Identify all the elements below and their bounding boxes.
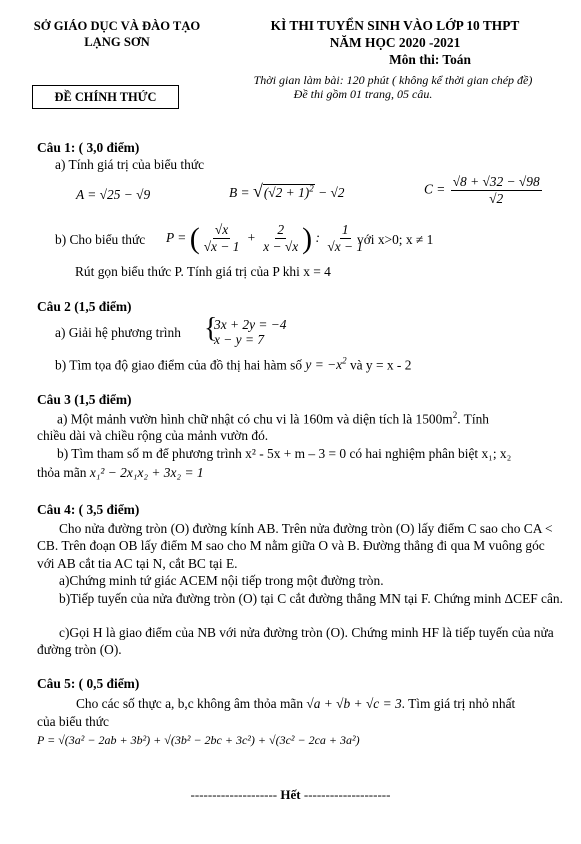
q1-p-t3-num: 1 — [341, 222, 349, 238]
q2-system: { 3x + 2y = −4 x − y = 7 — [204, 313, 287, 348]
q5-line2: của biểu thức — [37, 714, 109, 729]
exam-header — [230, 18, 560, 68]
q5-line1 — [76, 696, 515, 713]
q3-a-exp: 2 — [452, 410, 458, 420]
q1-expr-b-inner: (√2 + 1) — [263, 185, 310, 200]
q3-title: Câu 3 (1,5 điểm) — [37, 392, 132, 407]
q1-p-t2-num: 2 — [277, 222, 285, 238]
q1-expr-b-lhs: B = — [229, 185, 250, 200]
q1-p-t3-den: √x − 1 — [327, 238, 364, 254]
q1-expr-a: A = √25 − √9 — [76, 187, 151, 202]
q1-p-div: : — [315, 229, 320, 245]
province-name: LẠNG SƠN — [84, 35, 150, 50]
q1-expr-b-exp: 2 — [309, 183, 314, 194]
q3-a-post: . Tính — [457, 411, 489, 427]
q5-expression: P = √(3a² − 2ab + 3b²) + √(3b² − 2bc + 3c²) + √(3c² − 2ca + 3a²) — [37, 733, 360, 747]
q2-eq2: x − y = 7 — [214, 332, 265, 348]
q1-expr-b: $B = √(√2 + 1)^2 - √2$ — [229, 181, 345, 201]
time-limit: Thời gian làm bài: 120 phút ( không kể thời gian chép đề) — [253, 73, 533, 87]
q2-func-1-exp: 2 — [342, 356, 347, 366]
q4-part-c: c)Gọi H là giao điểm của NB với nửa đường tròn (O). Chứng minh HF là tiếp tuyến của nửa đường tròn (O). — [37, 625, 554, 658]
q1-p-t1-den: √x − 1 — [203, 238, 240, 254]
end-marker — [0, 787, 581, 803]
q1-expr-p: P = ( $\frac{√x}{√x - 1}$ + $\frac{2}{x - √x}$ ) : $\frac{1}{√x - 1}$ — [166, 222, 364, 255]
q2-eq1: 3x + 2y = −4 — [214, 317, 287, 332]
q1-condition: với x>0; x ≠ 1 — [357, 232, 434, 247]
q2-func-1 — [305, 357, 346, 372]
q1-expr-c — [424, 175, 544, 206]
q1-p-t1-num: √x — [214, 222, 229, 238]
q1-part-b-task: Rút gọn biểu thức P. Tính giá trị của P khi x = 4 — [75, 264, 331, 279]
q3-part-b-line2 — [37, 465, 204, 482]
q2-func-2: và y = x - 2 — [349, 357, 412, 373]
exam-info — [218, 73, 568, 102]
q4-part-b: b)Tiếp tuyến của nửa đường tròn (O) tại C cắt đường thẳng MN tại F. Chứng minh ΔCEF cân. — [59, 591, 563, 606]
end-word: Hết — [280, 787, 301, 802]
q1-expr-c-den: √2 — [489, 190, 504, 206]
q1-expr-b-tail: − √2 — [318, 185, 345, 200]
q1-title: Câu 1: ( 3,0 điểm) — [37, 140, 140, 155]
official-badge: ĐỀ CHÍNH THỨC — [32, 85, 179, 109]
end-dashes-left: -------------------- — [190, 787, 278, 802]
q3-part-b-line1: b) Tìm tham số m để phương trình x² - 5x + m – 3 = 0 có hai nghiệm phân biệt x₁; x₂ — [57, 446, 512, 461]
q3-part-a-line1 — [57, 410, 489, 428]
q3-a-text: a) Một mảnh vườn hình chữ nhật có chu vi là 160m và diện tích là 1500m — [57, 411, 453, 427]
q5-title: Câu 5: ( 0,5 điểm) — [37, 676, 140, 691]
q2-part-b — [55, 356, 411, 374]
q5-condition: √a + √b + √c = 3 — [306, 696, 402, 711]
q2-part-a: a) Giải hệ phương trình — [55, 325, 181, 340]
q4-part-a: a)Chứng minh tứ giác ACEM nội tiếp trong một đường tròn. — [59, 573, 384, 588]
q1-p-plus: + — [246, 229, 256, 245]
q1-expr-p-lhs: P = — [166, 229, 187, 245]
subject: Môn thi: Toán — [389, 51, 471, 67]
q4-title: Câu 4: ( 3,5 điểm) — [37, 502, 140, 517]
department-name: SỞ GIÁO DỤC VÀ ĐÀO TẠO — [33, 19, 201, 33]
q2-part-b-text: b) Tìm tọa độ giao điểm của đồ thị hai hàm số — [55, 357, 303, 373]
q3-b-pre: thỏa mãn — [37, 465, 87, 480]
q4-intro: Cho nửa đường tròn (O) đường kính AB. Trên nửa đường tròn (O) lấy điểm C sao cho CA < CB. Trên đoạn OB lấy điểm M sao cho M nằm giữa O và B. Đường thẳng đi qua M vuông góc với AB cắt tia AC tại N, cắt BC tại E. — [37, 521, 553, 571]
school-year: NĂM HỌC 2020 -2021 — [329, 34, 461, 50]
exam-title: KÌ THI TUYỂN SINH VÀO LỚP 10 THPT — [270, 18, 520, 33]
q1-part-a: a) Tính giá trị của biểu thức — [55, 157, 205, 172]
q5-post: . Tìm giá trị nhỏ nhất — [401, 696, 516, 711]
q3-b-expr: x₁² − 2x₁x₂ + 3x₂ = 1 — [89, 465, 204, 480]
q1-p-t2-den: x − √x — [263, 238, 299, 254]
q2-func-1-base: y = −x — [305, 357, 343, 373]
q3-part-a-line2: chiều dài và chiều rộng của mảnh vườn đó. — [37, 428, 269, 443]
q2-title: Câu 2 (1,5 điểm) — [37, 299, 132, 314]
q1-expr-c-lhs: C = — [424, 181, 446, 197]
end-dashes-right: -------------------- — [303, 787, 391, 802]
q5-pre: Cho các số thực a, b,c không âm thỏa mãn — [76, 696, 304, 711]
department-header — [12, 18, 222, 51]
q1-part-b-intro: b) Cho biểu thức — [55, 232, 146, 247]
q1-expr-c-num: √8 + √32 − √98 — [452, 174, 540, 189]
page-count: Đề thi gồm 01 trang, 05 câu. — [293, 87, 433, 102]
